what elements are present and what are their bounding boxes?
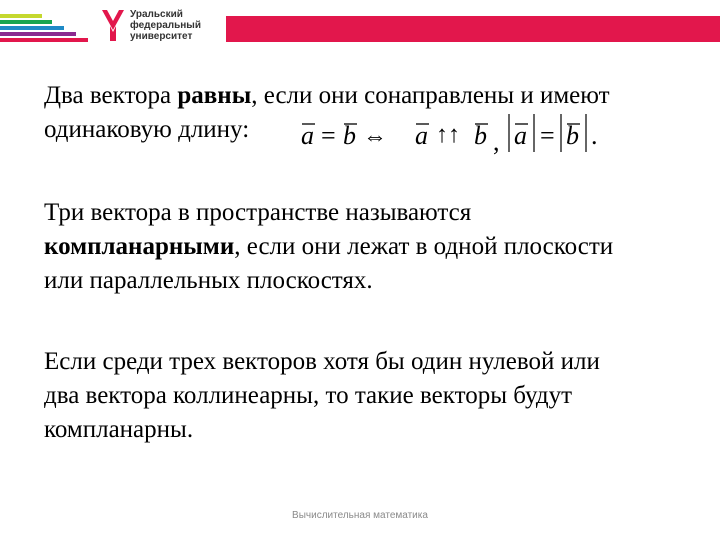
formula-comma: , [493,127,500,156]
stripe-2 [0,20,52,24]
header-bar [226,16,720,42]
formula-codirected: ↑↑ [436,122,460,148]
formula-eq: = [321,121,336,150]
p3-line-3: компланарны. [44,416,194,443]
footer-course-title: Вычислительная математика [292,510,428,521]
paragraph-coplanar-condition [44,345,694,447]
stripe-3 [0,26,64,30]
formula-b-1: b [343,121,356,150]
formula-b-3: b [566,121,579,150]
formula-a-2: a [415,121,428,150]
formula-a-3: a [514,121,527,150]
university-logo-icon [100,8,126,44]
stripe-1 [0,14,42,18]
equality-formula [295,110,615,158]
stripe-5 [0,38,88,42]
p3-line-2: два вектора коллинеарны, то такие векторы будут [44,382,573,409]
p1-bold-term: равны [177,82,252,109]
logo-line-3: университет [130,31,193,42]
university-name [130,9,201,42]
color-stripes [0,14,88,44]
formula-equiv: ⇔ [363,124,387,150]
formula-period: . [591,121,598,150]
p2-line-3: или параллельных плоскостях. [44,267,373,294]
logo-line-1: Уральский [130,9,183,20]
p1-line-2: одинаковую длину: [44,116,250,143]
p2-bold-term: компланарными [44,233,235,260]
formula-a-1: a [301,121,314,150]
logo-line-2: федеральный [130,20,201,31]
stripe-4 [0,32,76,36]
p2-line-1: Три вектора в пространстве называются [44,199,472,226]
p3-line-1: Если среди трех векторов хотя бы один нулевой или [44,348,600,375]
formula-eq-2: = [540,121,555,150]
paragraph-coplanar-definition [44,196,694,298]
formula-b-2: b [474,121,487,150]
p2-line-2-rest: , если они лежат в одной плоскости [234,233,614,260]
p1-text-after: , если они сонаправлены и имеют [251,82,610,109]
p1-text-before: Два вектора [44,82,178,109]
